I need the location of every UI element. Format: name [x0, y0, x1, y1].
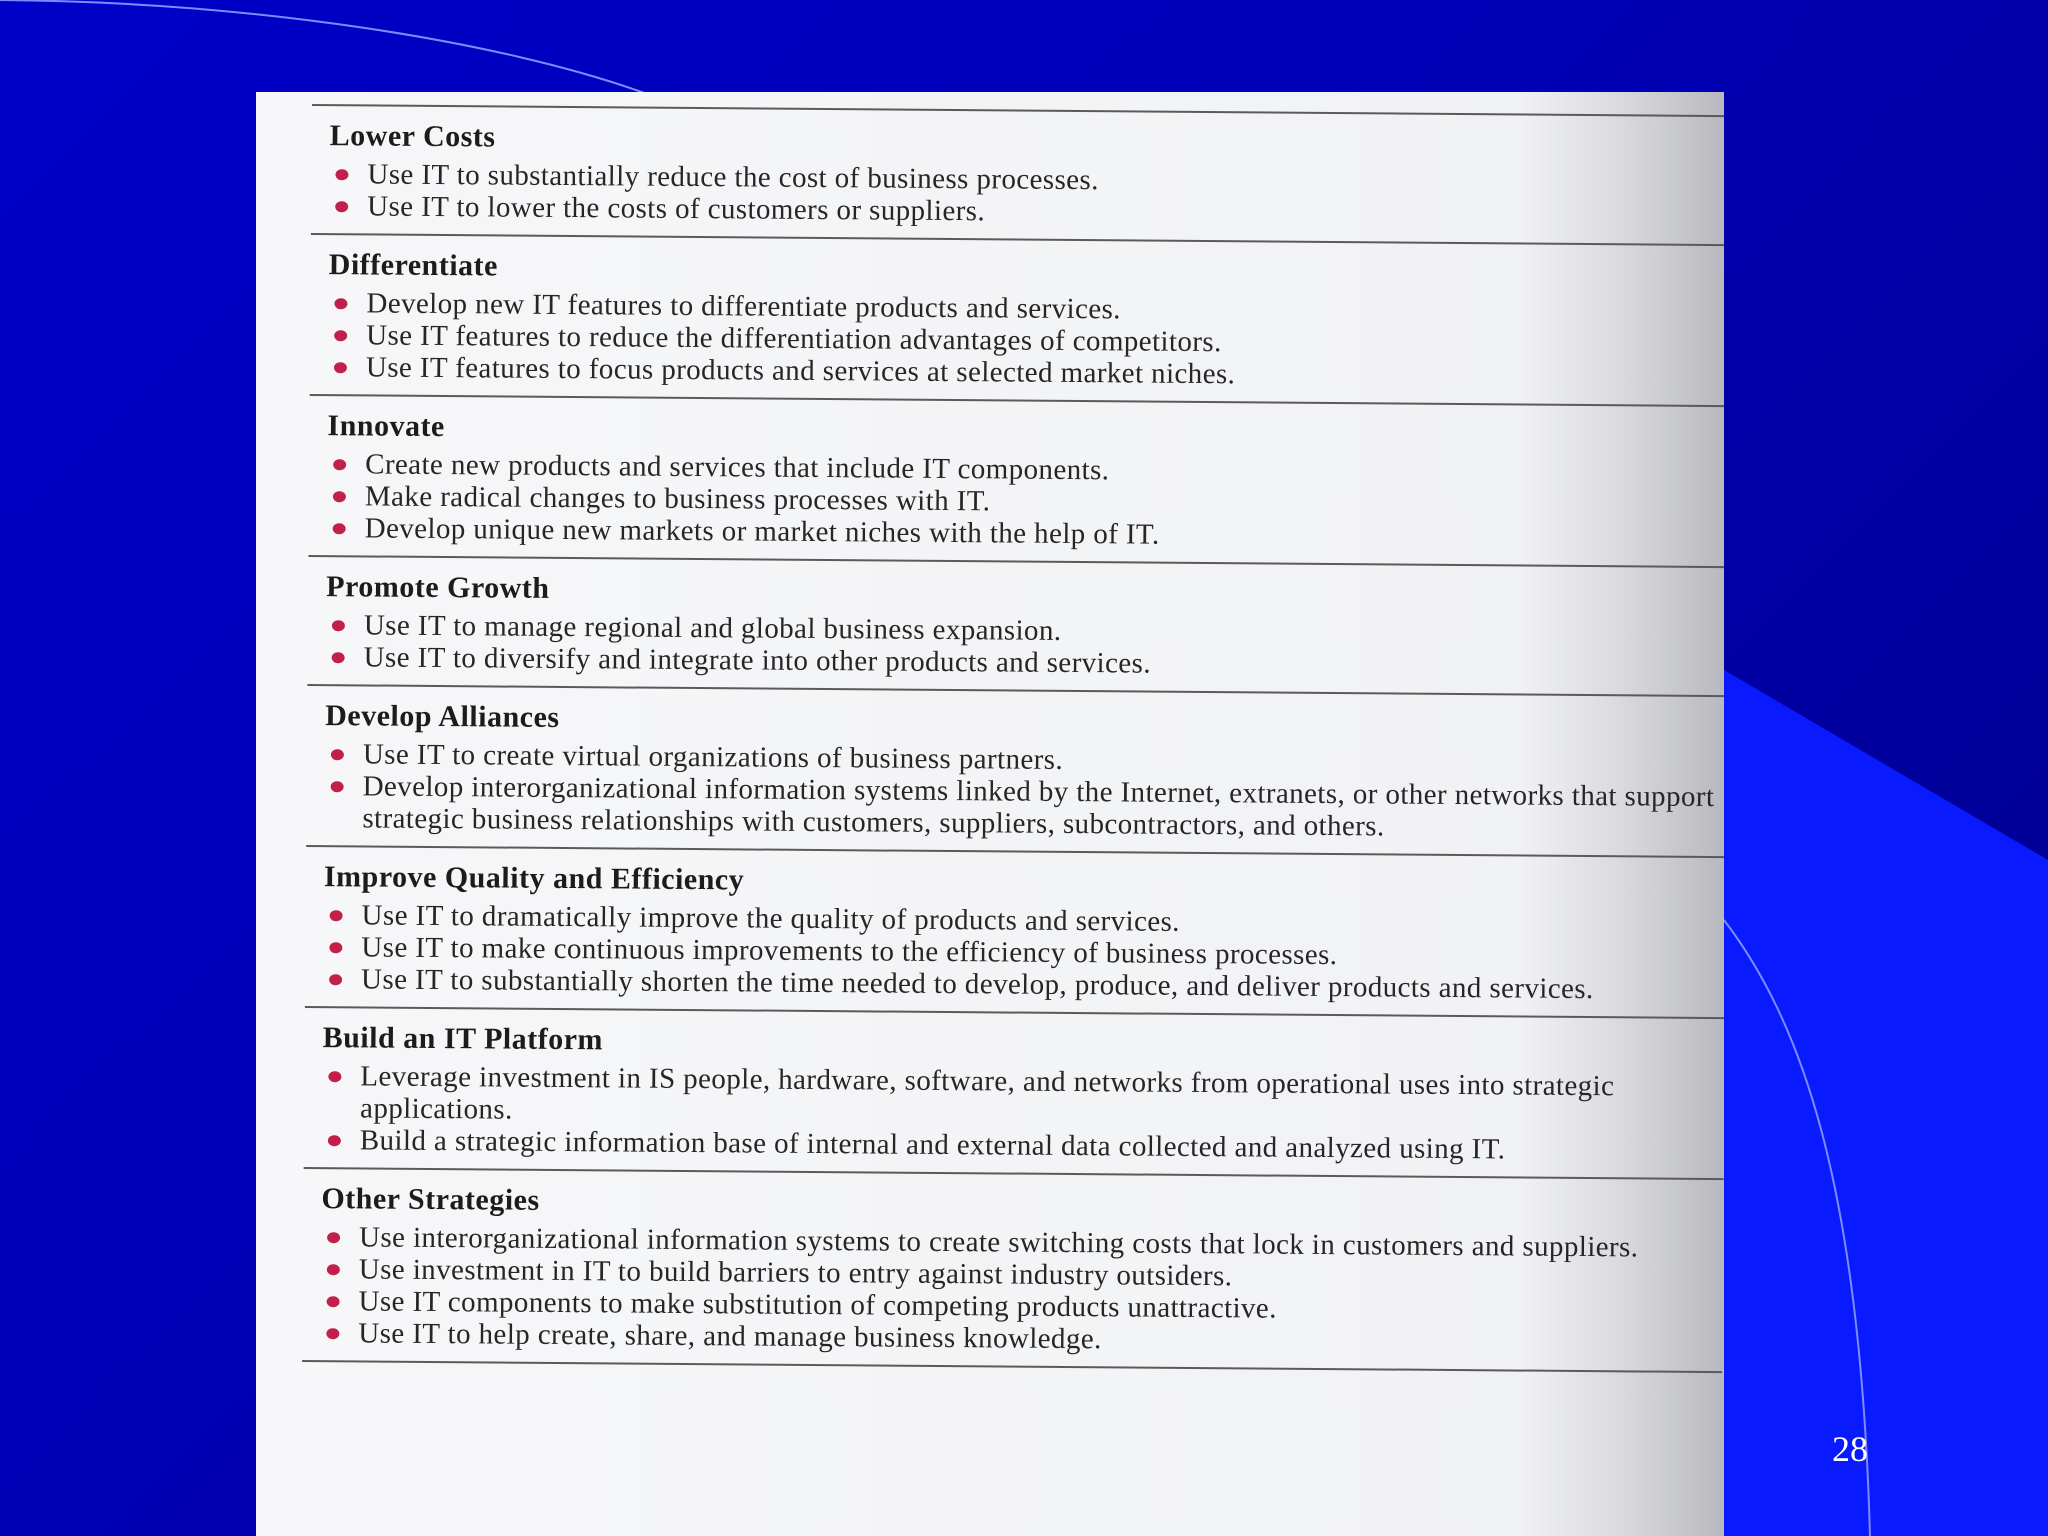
section-title: Innovate	[327, 409, 445, 444]
strategy-section	[305, 845, 1724, 1017]
bullet-list	[329, 158, 1724, 233]
bullet-icon	[328, 1071, 341, 1082]
item-text: Create new products and services that include IT components.	[365, 448, 1110, 487]
bullet-icon	[333, 491, 346, 502]
bullet-list	[320, 1221, 1723, 1360]
slide-number: 28	[1832, 1429, 1868, 1469]
item-text: Use IT to substantially shorten the time needed to develop, produce, and deliver products and services.	[361, 963, 1594, 1006]
bullet-list	[322, 1060, 1724, 1167]
bullet-list	[328, 287, 1724, 394]
bullet-icon	[332, 620, 345, 631]
bullet-icon	[334, 298, 347, 309]
item-text: Build a strategic information base of internal and external data collected and analyzed using IT.	[359, 1124, 1506, 1166]
bright-blue-wedge	[1724, 670, 2048, 1536]
section-title: Differentiate	[328, 248, 499, 283]
item-text: Use IT features to focus products and services at selected market niches.	[365, 351, 1236, 391]
strategy-section	[311, 104, 1724, 244]
bullet-icon	[326, 1328, 339, 1339]
bullet-icon	[327, 1232, 340, 1243]
decorative-arc-left	[0, 0, 650, 95]
item-text: Use interorganizational information systems to create switching costs that lock in customers and suppliers.	[358, 1221, 1639, 1264]
bullet-icon	[327, 1264, 340, 1275]
bullet-icon	[331, 781, 344, 792]
section-title: Other Strategies	[321, 1182, 540, 1217]
bullet-icon	[335, 201, 348, 212]
bullet-icon	[334, 362, 347, 373]
section-title: Develop Alliances	[325, 699, 560, 734]
item-text: Use IT to lower the costs of customers or suppliers.	[367, 190, 986, 228]
section-title: Improve Quality and Efficiency	[323, 860, 745, 897]
bullet-icon	[327, 1296, 340, 1307]
strategy-section	[306, 684, 1724, 856]
item-text: Develop new IT features to differentiate products and services.	[366, 287, 1122, 326]
item-text: Use IT features to reduce the differentiation advantages of competitors.	[366, 319, 1222, 359]
strategy-section	[304, 1006, 1724, 1178]
item-text: Use IT to diversify and integrate into other products and services.	[363, 641, 1152, 680]
item-text: Use IT to substantially reduce the cost of business processes.	[367, 158, 1099, 197]
item-text: Use IT to dramatically improve the quality of products and services.	[361, 899, 1181, 938]
strategy-section	[302, 1167, 1723, 1373]
item-text: Use IT to manage regional and global business expansion.	[363, 609, 1062, 647]
bullet-list	[323, 899, 1724, 1006]
item-text: Use IT to create virtual organizations of business partners.	[362, 738, 1064, 776]
strategy-section	[307, 555, 1724, 695]
item-text: Use IT components to make substitution of competing products unattractive.	[358, 1285, 1277, 1325]
item-text: Use investment in IT to build barriers to entry against industry outsiders.	[358, 1253, 1233, 1293]
bullet-icon	[334, 330, 347, 341]
bullet-icon	[328, 1135, 341, 1146]
item-text: Make radical changes to business processes with IT.	[364, 480, 991, 518]
strategy-table	[302, 104, 1724, 1373]
bullet-list	[326, 609, 1724, 684]
item-text: Leverage investment in IS people, hardware, software, and networks from operational uses into strategic applications.	[359, 1060, 1615, 1126]
bullet-icon	[329, 942, 342, 953]
section-title: Build an IT Platform	[322, 1021, 604, 1057]
bullet-list	[324, 738, 1724, 845]
bullet-icon	[333, 459, 346, 470]
list-item	[322, 1060, 1724, 1135]
scanned-table-page	[256, 92, 1724, 1536]
item-text: Use IT to help create, share, and manage business knowledge.	[358, 1317, 1102, 1356]
bullet-icon	[329, 974, 342, 985]
bullet-list	[327, 448, 1724, 555]
bullet-icon	[331, 749, 344, 760]
list-item	[324, 770, 1724, 845]
bullet-icon	[335, 169, 348, 180]
bullet-icon	[332, 652, 345, 663]
bullet-icon	[330, 910, 343, 921]
item-text: Develop unique new markets or market niches with the help of IT.	[364, 512, 1160, 551]
item-text: Develop interorganizational information systems linked by the Internet, extranets, or other networks that support strategic business relationships with customers, suppliers, subcontractors, and others.	[362, 770, 1715, 843]
strategy-section	[310, 233, 1724, 405]
section-title: Promote Growth	[326, 570, 550, 605]
bullet-icon	[333, 523, 346, 534]
item-text: Use IT to make continuous improvements to the efficiency of business processes.	[361, 931, 1338, 972]
strategy-section	[308, 394, 1724, 566]
section-title: Lower Costs	[329, 119, 496, 154]
